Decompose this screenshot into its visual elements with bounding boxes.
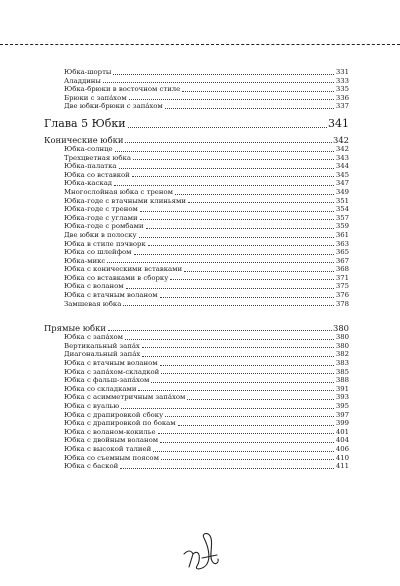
handwritten-signature-mark (178, 528, 224, 574)
chapter-heading[interactable]: Глава 5 Юбки 341 (44, 116, 349, 130)
toc-entry[interactable]: Юбка со шлейфом 365 (64, 248, 349, 257)
toc-entry[interactable]: Юбка с воланом 375 (64, 282, 349, 291)
toc-entry[interactable]: Юбка с баской 411 (64, 462, 349, 471)
toc-entry[interactable]: Юбка со складками 391 (64, 384, 349, 393)
toc-entry[interactable]: Юбка со вставками в сборку 371 (64, 273, 349, 282)
toc-entry[interactable]: Юбка с запа́хом 380 (64, 333, 349, 342)
toc-entry[interactable]: Юбка с высокой талией 406 (64, 444, 349, 453)
toc-entry[interactable]: Юбка с коническими вставками 368 (64, 265, 349, 274)
toc-entry[interactable]: Юбка с воланом-кокилье 401 (64, 427, 349, 436)
toc-entry[interactable]: Юбка с запа́хом-складкой 385 (64, 367, 349, 376)
toc-entry[interactable]: Юбка с драпировкой сбоку 397 (64, 410, 349, 419)
toc-entry[interactable]: Юбка-каскад 347 (64, 179, 349, 188)
toc-entry[interactable]: Юбка со вставкой 345 (64, 170, 349, 179)
section-heading-conical-skirts[interactable]: Конические юбки 342 (44, 134, 349, 145)
toc-entry[interactable]: Аладдины 333 (64, 76, 349, 85)
toc-entry[interactable]: Юбка с асимметричным запа́хом 393 (64, 393, 349, 402)
toc-entry[interactable]: Две юбки-брюки с запа́хом 337 (64, 102, 349, 111)
section2-entries-list (44, 333, 349, 471)
toc-entry[interactable]: Юбка с втачным воланом 383 (64, 359, 349, 368)
toc-entry[interactable]: Юбка-микс 367 (64, 256, 349, 265)
toc-entry[interactable]: Две юбки в полоску 361 (64, 230, 349, 239)
toc-entry[interactable]: Юбка-палатка 344 (64, 162, 349, 171)
toc-entry[interactable]: Юбка-годе с ромбами 359 (64, 222, 349, 231)
toc-entry[interactable]: Юбка-брюки в восточном стиле 335 (64, 85, 349, 94)
toc-entry[interactable]: Юбка-солнце 342 (64, 144, 349, 153)
dashed-cut-line (0, 44, 400, 45)
toc-entry[interactable]: Юбка-годе с треном 354 (64, 205, 349, 214)
toc-entry[interactable]: Юбка-годе с втачными клиньями 351 (64, 196, 349, 205)
toc-entry[interactable]: Юбка-годе с углами 357 (64, 213, 349, 222)
toc-entry[interactable]: Юбка с фальш-запа́хом 388 (64, 376, 349, 385)
top-entries-list (44, 68, 349, 111)
toc-entry[interactable]: Юбка в стиле пэчворк 363 (64, 239, 349, 248)
toc-entry[interactable]: Диагональный запа́х 382 (64, 350, 349, 359)
toc-entry[interactable]: Трехцветная юбка 343 (64, 153, 349, 162)
toc-entry[interactable]: Замшевая юбка 378 (64, 299, 349, 308)
toc-entry[interactable]: Юбка-шорты 331 (64, 68, 349, 76)
toc-entry[interactable]: Многослойная юбка с треном 349 (64, 187, 349, 196)
toc-entry[interactable]: Юбка с драпировкой по бокам 399 (64, 419, 349, 428)
toc-entry[interactable]: Вертикальный запа́х 380 (64, 341, 349, 350)
section-heading-straight-skirts[interactable]: Прямые юбки 380 (44, 323, 349, 334)
section1-entries-list (44, 145, 349, 308)
toc-entry[interactable]: Юбка со съемным поясом 410 (64, 453, 349, 462)
table-of-contents (44, 68, 349, 471)
toc-entry[interactable]: Юбка с вуалью 395 (64, 402, 349, 410)
toc-entry[interactable]: Брюки с запа́хом 336 (64, 93, 349, 102)
toc-entry[interactable]: Юбка с втачным воланом 376 (64, 291, 349, 300)
toc-entry[interactable]: Юбка с двойным воланом 404 (64, 436, 349, 445)
